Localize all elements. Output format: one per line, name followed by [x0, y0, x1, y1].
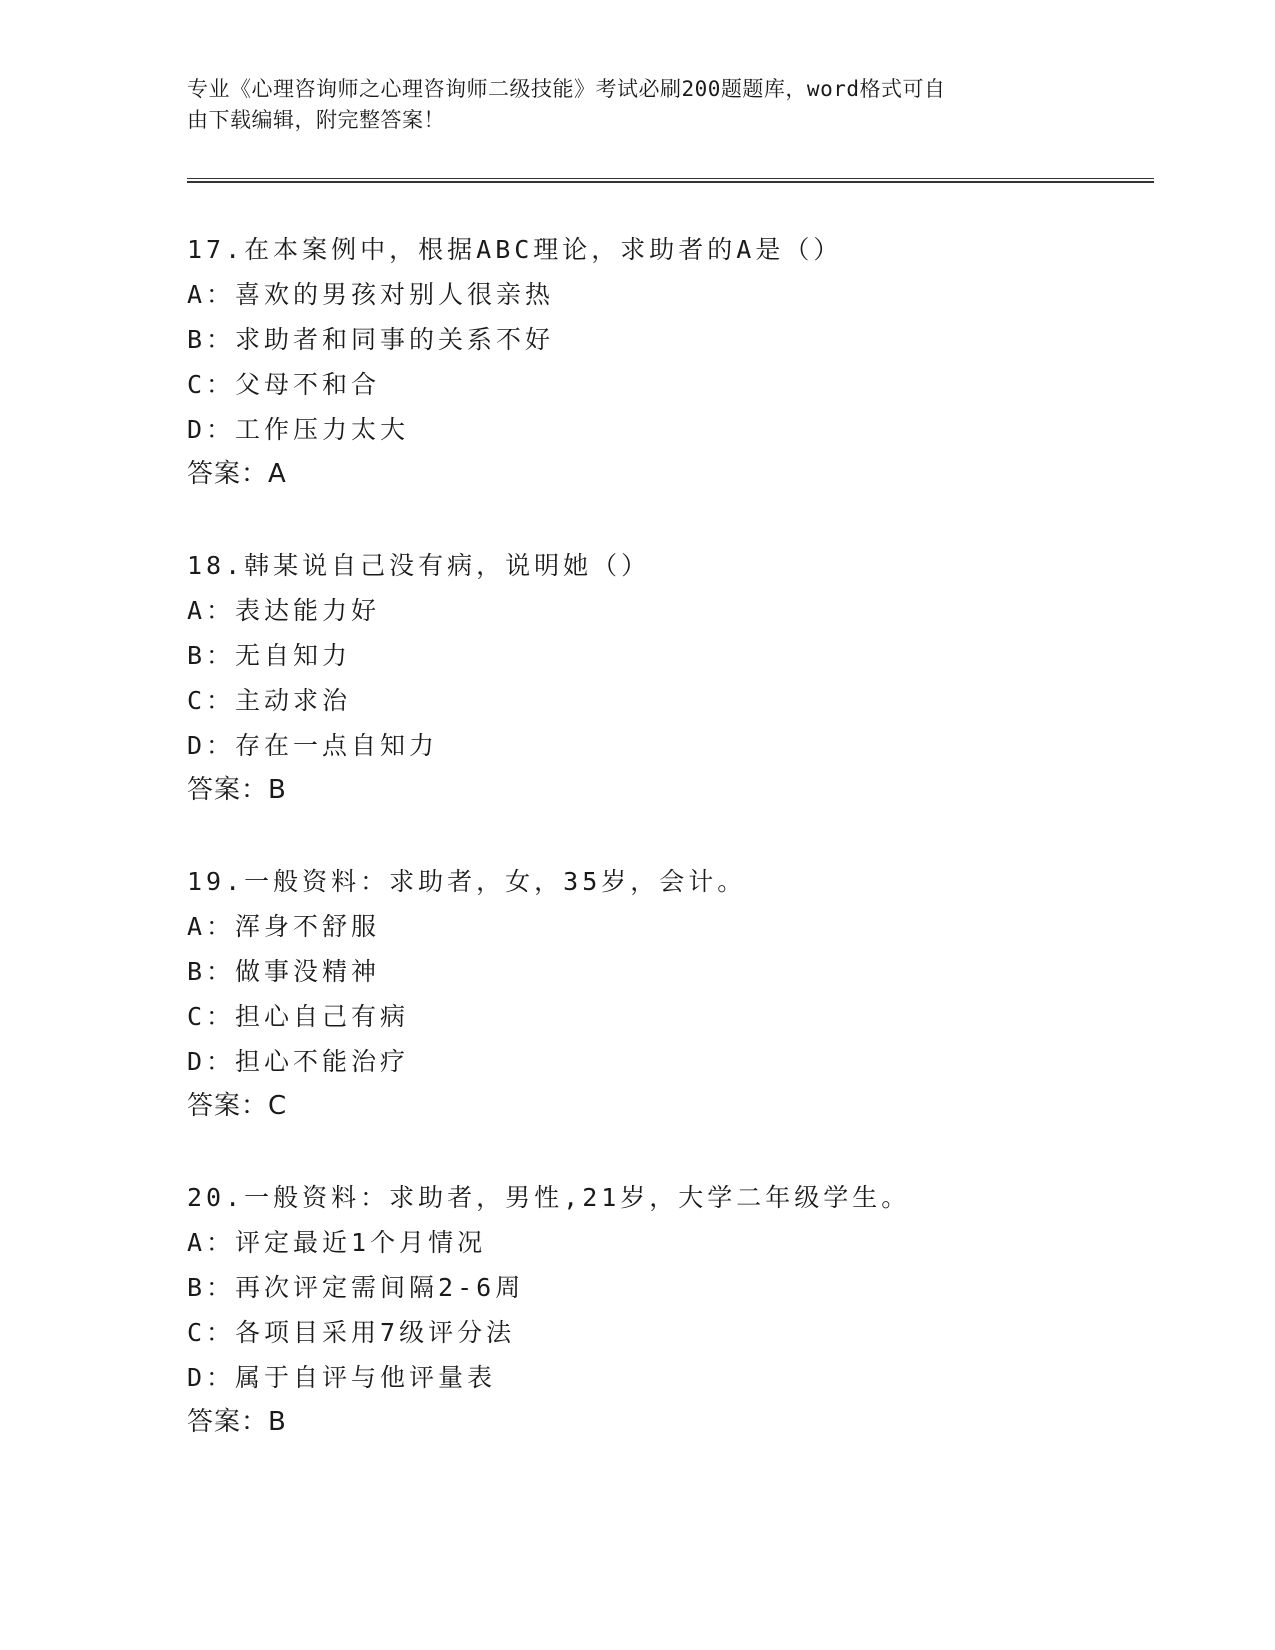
answer: 答案：A: [187, 459, 287, 489]
header-line-1: 专业《心理咨询师之心理咨询师二级技能》考试必刷200题题库，word格式可自: [187, 77, 946, 101]
question-18: [187, 543, 1147, 813]
option-d: D：属于自评与他评量表: [187, 1363, 497, 1392]
document-header: [187, 74, 1087, 136]
answer: 答案：B: [187, 1407, 287, 1437]
question-stem: 17.在本案例中，根据ABC理论，求助者的A是（）: [187, 235, 843, 264]
answer: 答案：B: [187, 775, 287, 805]
option-a: A：浑身不舒服: [187, 912, 381, 941]
option-b: B：无自知力: [187, 641, 352, 670]
question-stem: 19.一般资料：求助者，女，35岁，会计。: [187, 867, 747, 896]
question-stem: 20.一般资料：求助者，男性,21岁，大学二年级学生。: [187, 1183, 911, 1212]
question-20: [187, 1175, 1147, 1445]
option-c: C：主动求治: [187, 686, 352, 715]
option-c: C：各项目采用7级评分法: [187, 1318, 516, 1347]
option-a: A：评定最近1个月情况: [187, 1228, 487, 1257]
option-d: D：存在一点自知力: [187, 731, 439, 760]
header-divider: [187, 178, 1154, 183]
option-b: B：再次评定需间隔2-6周: [187, 1273, 525, 1302]
header-line-2: 由下载编辑，附完整答案！: [187, 108, 445, 132]
option-d: D：工作压力太大: [187, 415, 410, 444]
question-stem: 18.韩某说自己没有病，说明她（）: [187, 551, 651, 580]
question-19: [187, 859, 1147, 1129]
answer: 答案：C: [187, 1091, 288, 1121]
option-b: B：做事没精神: [187, 957, 381, 986]
option-c: C：担心自己有病: [187, 1002, 410, 1031]
option-d: D：担心不能治疗: [187, 1047, 410, 1076]
option-b: B：求助者和同事的关系不好: [187, 325, 555, 354]
option-c: C：父母不和合: [187, 370, 381, 399]
option-a: A：喜欢的男孩对别人很亲热: [187, 280, 555, 309]
option-a: A：表达能力好: [187, 596, 381, 625]
question-17: [187, 227, 1147, 497]
